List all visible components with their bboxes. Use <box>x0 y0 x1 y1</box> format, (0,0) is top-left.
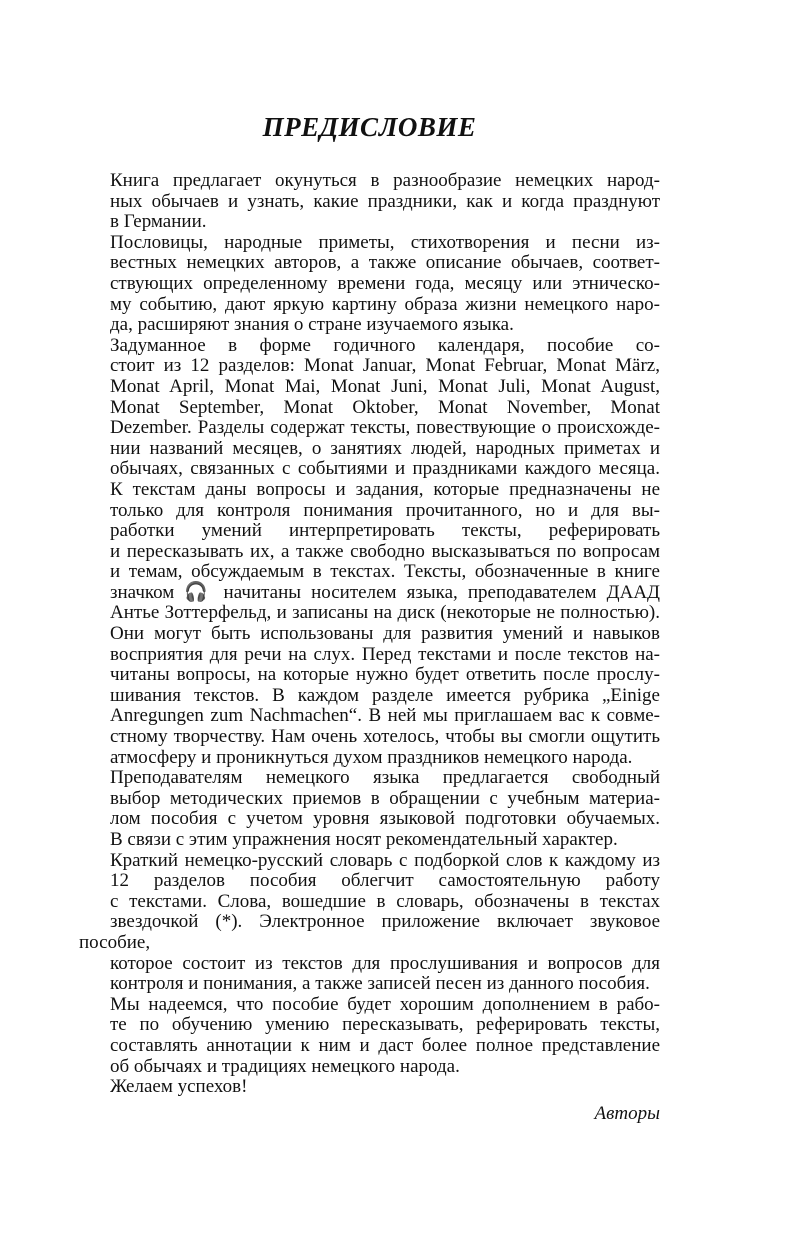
text-line: Monat April, Monat Mai, Monat Juni, Monat Juli, Monat August, <box>110 375 660 397</box>
paragraph-6 <box>79 995 660 1077</box>
text-line: Книга предлагает окунуться в разнообразие немецких народ- <box>110 170 660 191</box>
text-line: му событию, дают яркую картину образа жизни немецкого наро- <box>110 293 660 315</box>
text-line: Dezember. Разделы содержат тексты, повествующие о происхожде- <box>110 417 660 439</box>
text-line: К текстам даны вопросы и задания, которые предназначены не <box>110 478 660 500</box>
text-line: об обычаях и традициях немецкого народа. <box>110 1055 460 1077</box>
text-line: звездочкой (*). Электронное приложение включает звуковое пособие, <box>79 911 660 953</box>
text-line: шивания текстов. В каждом разделе имеется рубрика „Einige <box>110 684 660 706</box>
text-line: Преподавателям немецкого языка предлагается свободный <box>110 767 660 789</box>
text-line: те по обучению умению пересказывать, реферировать тексты, <box>110 1014 660 1036</box>
text-line: В связи с этим упражнения носят рекомендательный характер. <box>110 829 618 850</box>
text-line: Задуманное в форме годичного календаря, пособие со- <box>110 334 660 356</box>
text-line: Антье Зоттерфельд, и записаны на диск (некоторые не полностью). <box>110 602 660 624</box>
text-line: читаны вопросы, на которые нужно будет ответить после прослу- <box>110 664 660 686</box>
text-line: контроля и понимания, а также записей песен из данного пособия. <box>110 973 650 995</box>
text-line: ных обычаев и узнать, какие праздники, как и когда празднуют <box>110 190 660 212</box>
text-line: восприятия для речи на слух. Перед текстами и после текстов на- <box>110 643 660 665</box>
paragraph-1 <box>79 171 660 233</box>
text-line: только для контроля понимания прочитанного, но и для вы- <box>110 499 660 521</box>
paragraph-7 <box>79 1077 660 1098</box>
text-line: Они могут быть использованы для развития умений и навыков <box>110 623 660 645</box>
text-line: и пересказывать их, а также свободно высказываться по вопросам <box>110 540 660 562</box>
text-line: Пословицы, народные приметы, стихотворения и песни из- <box>110 231 660 253</box>
signature: Авторы <box>594 1102 660 1124</box>
text-line: нии названий месяцев, о занятиях людей, народных приметах и <box>110 437 660 459</box>
text-line: обычаях, связанных с событиями и праздниками каждого месяца. <box>110 458 660 480</box>
text-line: Monat September, Monat Oktober, Monat November, Monat <box>110 396 660 418</box>
text-line: да, расширяют знания о стране изучаемого языка. <box>110 314 514 336</box>
paragraph-4 <box>79 768 660 850</box>
text-line: значком 🎧 начитаны носителем языка, преподавателем ДААД <box>110 581 660 603</box>
text-line: Anregungen zum Nachmachen“. В ней мы приглашаем вас к совме- <box>110 705 660 727</box>
text-line: ствующих определенному времени года, месяцу или этническо- <box>110 272 660 294</box>
paragraph-2 <box>79 233 660 336</box>
text-line: лом пособия с учетом уровня языковой подготовки обучаемых. <box>110 808 660 830</box>
text-line: составлять аннотации к ним и даст более полное представление <box>110 1034 660 1056</box>
paragraph-5 <box>79 851 660 995</box>
text-line: работки умений интерпретировать тексты, реферировать <box>110 520 660 542</box>
text-line: Желаем успехов! <box>110 1076 248 1098</box>
preface-body <box>79 171 660 1124</box>
text-line: стному творчеству. Нам очень хотелось, чтобы вы смогли ощутить <box>110 726 660 748</box>
text-line: и темам, обсуждаемым в текстах. Тексты, обозначенные в книге <box>110 561 660 583</box>
text-line: которое состоит из текстов для прослушивания и вопросов для <box>110 952 660 974</box>
text-line: 12 разделов пособия облегчит самостоятельную работу <box>110 870 660 892</box>
text-line: вестных немецких авторов, а также описание обычаев, соответ- <box>110 252 660 274</box>
page-title: ПРЕДИСЛОВИЕ <box>262 112 477 142</box>
text-line: атмосферу и проникнуться духом праздников немецкого народа. <box>110 746 633 768</box>
text-line: стоит из 12 разделов: Monat Januar, Monat Februar, Monat März, <box>110 355 660 377</box>
paragraph-3 <box>79 336 660 768</box>
text-line: в Германии. <box>110 211 207 233</box>
text-line: Краткий немецко-русский словарь с подборкой слов к каждому из <box>110 849 660 871</box>
text-line: выбор методических приемов в обращении с учебным материа- <box>110 787 660 809</box>
text-line: с текстами. Слова, вошедшие в словарь, обозначены в текстах <box>110 890 660 912</box>
text-line: Мы надеемся, что пособие будет хорошим дополнением в рабо- <box>110 993 660 1015</box>
